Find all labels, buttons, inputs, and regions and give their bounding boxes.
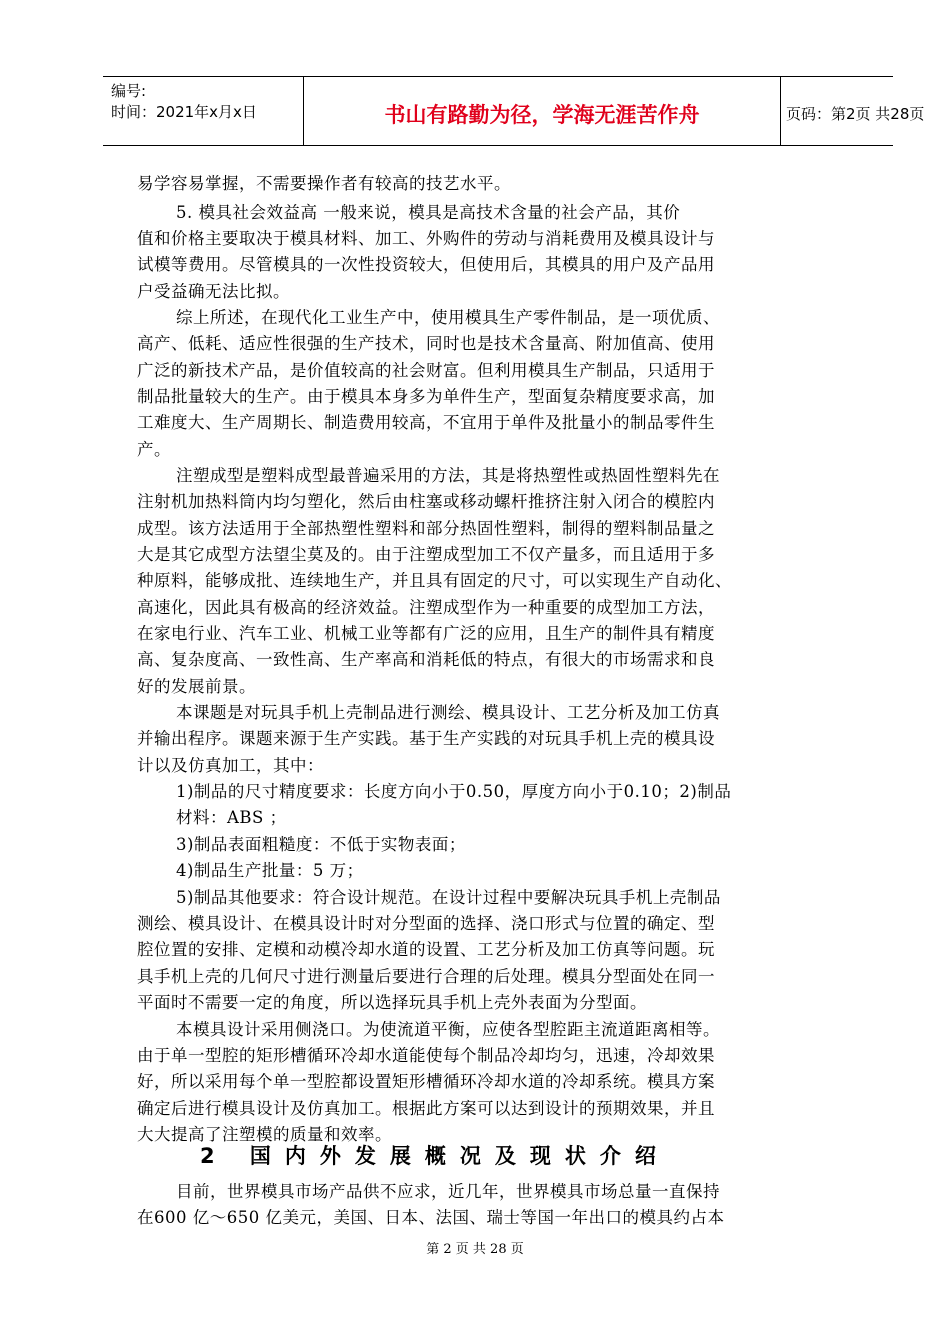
body-line: 值和价格主要取决于模具材料、加工、外购件的劳动与消耗费用及模具设计与: [137, 229, 715, 248]
body-line: 户受益确无法比拟。: [137, 282, 290, 301]
header-motto-cell: [303, 77, 781, 145]
body-line: 由于单一型腔的矩形槽循环冷却水道能使每个制品冷却均匀，迅速，冷却效果: [137, 1046, 715, 1065]
header-meta-cell: [103, 77, 303, 145]
body-line: 1)制品的尺寸精度要求：长度方向小于0.50，厚度方向小于0.10；2)制品: [176, 782, 732, 801]
body-line: 腔位置的安排、定模和动模冷却水道的设置、工艺分析及加工仿真等问题。玩: [137, 940, 715, 959]
page-header: [103, 76, 925, 146]
section-heading: 2 国内外发展概况及现状介绍: [200, 1144, 670, 1168]
body-line: 本课题是对玩具手机上壳制品进行测绘、模具设计、工艺分析及加工仿真: [176, 703, 720, 722]
body-line: 材料：ABS ；: [176, 808, 287, 827]
time-label: 时间：2021年x月x日: [111, 103, 257, 121]
body-line: 5)制品其他要求：符合设计规范。在设计过程中要解决玩具手机上壳制品: [176, 888, 721, 907]
body-line: 高、复杂度高、一致性高、生产率高和消耗低的特点，有很大的市场需求和良: [137, 650, 715, 669]
body-line: 本模具设计采用侧浇口。为使流道平衡，应使各型腔距主流道距离相等。: [176, 1020, 720, 1039]
body-line: 工难度大、生产周期长、制造费用较高，不宜用于单件及批量小的制品零件生: [137, 413, 715, 432]
page-footer: 第 2 页 共 28 页: [426, 1242, 524, 1257]
body-line: 在600 亿～650 亿美元，美国、日本、法国、瑞士等国一年出口的模具约占本: [137, 1208, 725, 1227]
header-page-cell: [780, 77, 925, 145]
body-line: 种原料，能够成批、连续地生产，并且具有固定的尺寸，可以实现生产自动化、: [137, 571, 732, 590]
body-line: 5. 模具社会效益高 一般来说，模具是高技术含量的社会产品，其价: [176, 203, 681, 222]
body-line: 易学容易掌握，不需要操作者有较高的技艺水平。: [137, 174, 511, 193]
body-line: 综上所述，在现代化工业生产中，使用模具生产零件制品，是一项优质、: [176, 308, 720, 327]
body-line: 注射机加热料筒内均匀塑化，然后由柱塞或移动螺杆推挤注射入闭合的模腔内: [137, 492, 715, 511]
body-line: 成型。该方法适用于全部热塑性塑料和部分热固性塑料，制得的塑料制品量之: [137, 519, 715, 538]
body-line: 广泛的新技术产品，是价值较高的社会财富。但利用模具生产制品，只适用于: [137, 361, 715, 380]
number-label: 编号:: [111, 82, 147, 100]
body-line: 注塑成型是塑料成型最普遍采用的方法，其是将热塑性或热固性塑料先在: [176, 466, 720, 485]
body-line: 大大提高了注塑模的质量和效率。: [137, 1125, 392, 1144]
body-line: 试模等费用。尽管模具的一次性投资较大，但使用后，其模具的用户及产品用: [137, 255, 715, 274]
motto-text: 书山有路勤为径，学海无涯苦作舟: [384, 103, 700, 127]
body-line: 在家电行业、汽车工业、机械工业等都有广泛的应用，且生产的制件具有精度: [137, 624, 715, 643]
body-line: 制品批量较大的生产。由于模具本身多为单件生产，型面复杂精度要求高，加: [137, 387, 715, 406]
page-number-label: 页码：第2页 共28页: [786, 105, 925, 123]
body-line: 目前，世界模具市场产品供不应求，近几年，世界模具市场总量一直保持: [176, 1182, 720, 1201]
body-line: 好，所以采用每个单一型腔都设置矩形槽循环冷却水道的冷却系统。模具方案: [137, 1072, 715, 1091]
body-line: 高产、低耗、适应性很强的生产技术，同时也是技术含量高、附加值高、使用: [137, 334, 715, 353]
body-line: 产。: [137, 440, 171, 459]
body-line: 并输出程序。课题来源于生产实践。基于生产实践的对玩具手机上壳的模具设: [137, 729, 715, 748]
body-line: 大是其它成型方法望尘莫及的。由于注塑成型加工不仅产量多，而且适用于多: [137, 545, 715, 564]
body-line: 具手机上壳的几何尺寸进行测量后要进行合理的后处理。模具分型面处在同一: [137, 967, 715, 986]
body-line: 测绘、模具设计、在模具设计时对分型面的选择、浇口形式与位置的确定、型: [137, 914, 715, 933]
body-line: 平面时不需要一定的角度，所以选择玩具手机上壳外表面为分型面。: [137, 993, 647, 1012]
body-line: 确定后进行模具设计及仿真加工。根据此方案可以达到设计的预期效果，并且: [137, 1099, 715, 1118]
body-line: 高速化，因此具有极高的经济效益。注塑成型作为一种重要的成型加工方法，: [137, 598, 715, 617]
body-line: 3)制品表面粗糙度：不低于实物表面；: [176, 835, 466, 854]
body-line: 4)制品生产批量：5 万；: [176, 861, 364, 880]
body-line: 计以及仿真加工，其中：: [137, 756, 324, 775]
body-line: 好的发展前景。: [137, 677, 256, 696]
